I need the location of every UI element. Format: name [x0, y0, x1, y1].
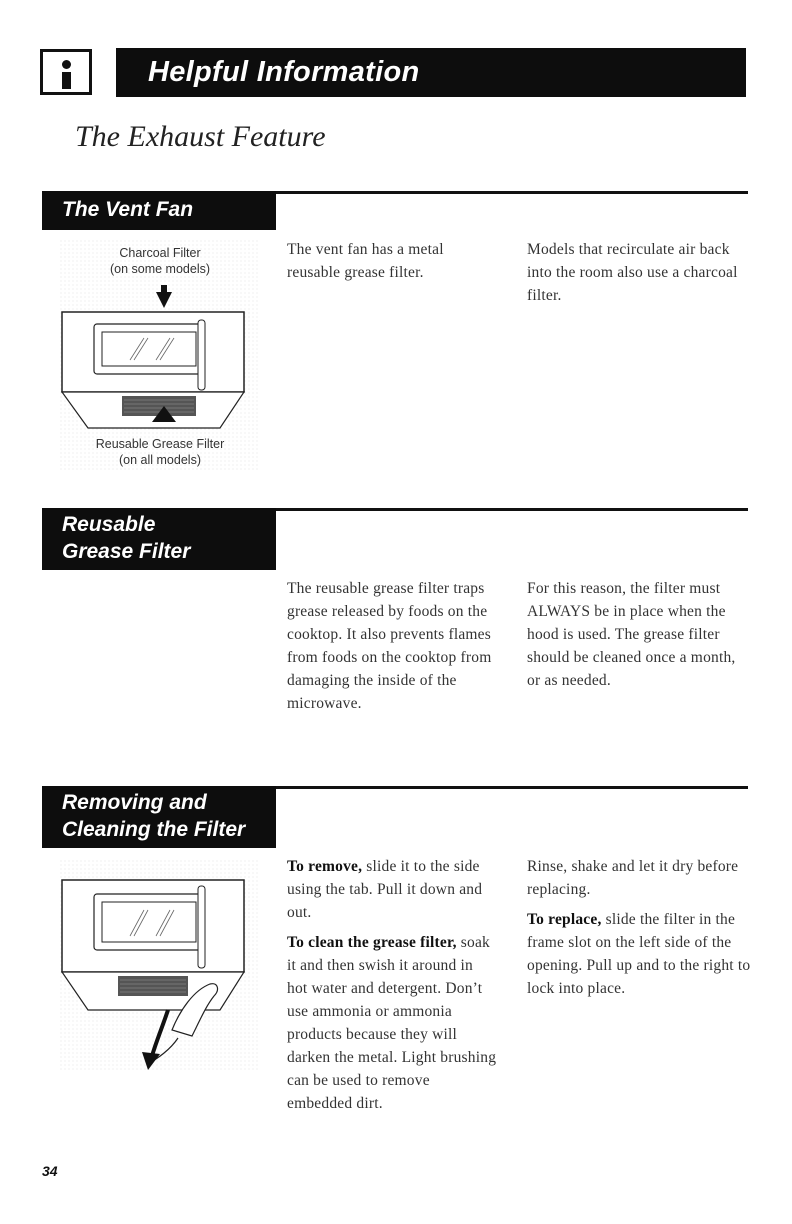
body-column — [287, 855, 497, 1122]
section-label-line: Removing and — [62, 791, 207, 814]
header-title: Helpful Information — [148, 56, 420, 88]
body-column — [527, 238, 752, 314]
paragraph: The reusable grease filter traps grease released by foods on the cooktop. It also prevents flames from foods on the cooktop from damaging the inside of the microwave. — [287, 580, 492, 712]
body-column — [287, 577, 497, 722]
section-label-line: Grease Filter — [62, 540, 191, 563]
illustration-label: Charcoal Filter — [119, 246, 201, 260]
body-column — [527, 577, 752, 699]
page-number: 34 — [42, 1163, 58, 1179]
paragraph — [527, 855, 752, 901]
lead-text: To remove, — [287, 858, 363, 875]
body-column — [527, 855, 752, 1007]
section-label-line: Reusable — [62, 513, 156, 536]
paragraph — [287, 855, 497, 924]
info-icon — [40, 49, 92, 95]
lead-text: To clean the grease filter, — [287, 934, 457, 951]
page-title: The Exhaust Feature — [75, 120, 326, 153]
paragraph-text: soak it and then swish it around in hot water and detergent. Don’t use ammonia or ammonia products because they will darken the metal. Light brushing can be used to remove embedded dirt. — [287, 934, 497, 1112]
paragraph — [527, 908, 752, 1000]
paragraph: The vent fan has a metal reusable grease filter. — [287, 241, 444, 281]
paragraph — [287, 931, 497, 1115]
section-label-line: Cleaning the Filter — [62, 818, 246, 841]
paragraph: For this reason, the filter must ALWAYS be in place when the hood is used. The grease filter should be cleaned once a month, or as needed. — [527, 580, 736, 689]
paragraph: Models that recirculate air back into the room also use a charcoal filter. — [527, 241, 738, 304]
paragraph-text: slide the filter in the frame slot on the left side of the opening. Pull up and to the right to lock into place. — [527, 911, 751, 997]
illustration-label: (on all models) — [119, 453, 201, 467]
illustration-label: Reusable Grease Filter — [95, 437, 225, 451]
paragraph-text: Rinse, shake and let it dry before replacing. — [527, 858, 739, 898]
illustration-label: (on some models) — [109, 262, 211, 276]
paragraph-text: slide it to the side using the tab. Pull it down and out. — [287, 858, 483, 921]
filter-removal-illustration — [60, 860, 260, 1070]
body-column — [287, 238, 492, 291]
section-label: The Vent Fan — [62, 198, 194, 221]
lead-text: To replace, — [527, 911, 602, 928]
